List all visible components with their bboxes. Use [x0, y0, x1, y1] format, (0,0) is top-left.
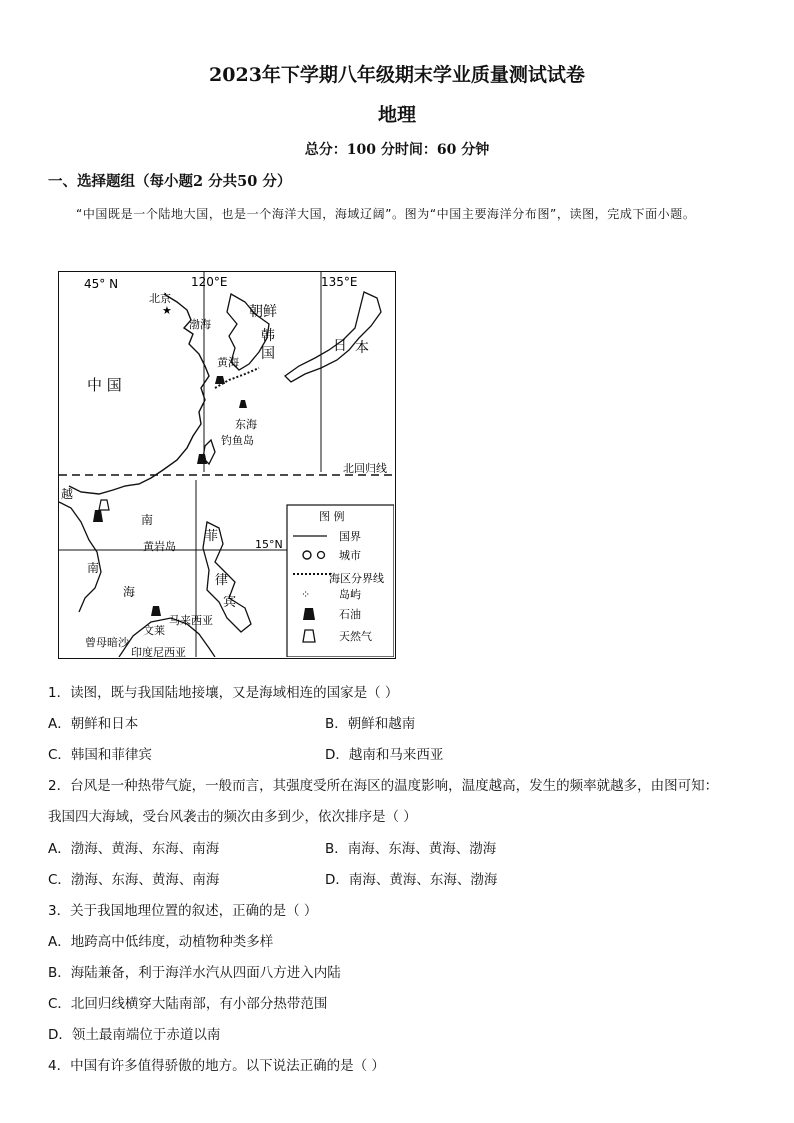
question-3-stem: 3．关于我国地理位置的叙述，正确的是（ ）: [48, 903, 318, 919]
label-nan-vietnam: 南: [87, 561, 100, 575]
label-huanghai: 黄海: [217, 356, 239, 369]
oil-marker: [93, 510, 103, 522]
legend-sea-line: 海区分界线: [329, 572, 384, 585]
legend-oil: 石油: [339, 608, 361, 621]
label-zengmu: 曾母暗沙: [85, 636, 129, 649]
exam-title: 2023年下学期八年级期末学业质量测试试卷: [209, 64, 585, 86]
oil-marker: [215, 376, 225, 384]
label-guo: 国: [261, 346, 275, 362]
label-donghai: 东海: [235, 418, 257, 431]
q1-option-a[interactable]: A．朝鲜和日本: [48, 716, 139, 732]
legend-title: 图 例: [319, 510, 345, 523]
gas-marker: [99, 500, 109, 510]
legend-city: 城市: [339, 549, 361, 562]
label-china: 中 国: [87, 376, 122, 394]
china-sea-map: [58, 271, 396, 659]
label-bohai: 渤海: [189, 318, 211, 331]
oil-marker: [151, 606, 161, 616]
question-2-stem-cont: 我国四大海域，受台风袭击的频次由多到少，依次排序是（ ）: [48, 809, 417, 825]
china-coastline: [69, 294, 209, 494]
japan-outline: [285, 292, 381, 382]
label-fei: 菲: [205, 529, 219, 544]
label-lon120: 120°E: [191, 275, 228, 289]
label-brunei: 文莱: [143, 624, 165, 637]
section-intro: “中国既是一个陆地大国，也是一个海洋大国，海域辽阔”。图为“中国主要海洋分布图”，读图，完成下面小题。: [76, 207, 696, 221]
label-ben: 本: [355, 340, 369, 356]
subject-title: 地理: [377, 104, 416, 126]
island-icon: ⁘: [301, 588, 311, 601]
label-han: 韩: [261, 328, 275, 344]
q2-option-a[interactable]: A．渤海、黄海、东海、南海: [48, 841, 220, 857]
label-tropic: 北回归线: [343, 462, 387, 475]
q3-option-b[interactable]: B．海陆兼备，利于海洋水汽从四面八方进入内陆: [48, 965, 341, 981]
label-lon135: 135°E: [321, 275, 358, 289]
q1-option-d[interactable]: D．越南和马来西亚: [325, 747, 444, 763]
label-bin: 宾: [223, 595, 237, 610]
label-lat15: 15°N: [255, 538, 283, 551]
q2-option-d[interactable]: D．南海、黄海、东海、渤海: [325, 872, 498, 888]
legend-gas: 天然气: [339, 630, 372, 643]
question-2-stem: 2．台风是一种热带气旋，一般而言，其强度受所在海区的温度影响，温度越高，发生的频率就越多，由图可知：: [48, 778, 719, 794]
q3-option-a[interactable]: A．地跨高中低纬度，动植物种类多样: [48, 934, 274, 950]
legend-border: 国界: [339, 530, 361, 543]
label-yue: 越: [61, 487, 74, 501]
label-hai: 海: [123, 585, 136, 599]
legend-island: 岛屿: [339, 588, 361, 601]
question-1-stem: 1．读图，既与我国陆地接壤，又是海域相连的国家是（ ）: [48, 685, 399, 701]
label-beijing: 北京: [149, 292, 171, 305]
map-svg: [59, 272, 394, 657]
oil-icon: [303, 608, 315, 620]
label-diaoyudao: 钓鱼岛: [221, 434, 254, 447]
q1-option-c[interactable]: C．韩国和菲律宾: [48, 747, 152, 763]
q1-option-b[interactable]: B．朝鲜和越南: [325, 716, 416, 732]
label-malaysia: 马来西亚: [169, 614, 213, 627]
label-chaoxian: 朝鲜: [249, 304, 277, 320]
q3-option-c[interactable]: C．北回归线横穿大陆南部，有小部分热带范围: [48, 996, 328, 1012]
label-indonesia: 印度尼西亚: [131, 646, 186, 657]
label-lv: 律: [215, 573, 229, 588]
star-icon: ★: [162, 304, 172, 317]
q2-option-b[interactable]: B．南海、东海、黄海、渤海: [325, 841, 497, 857]
q3-option-d[interactable]: D．领土最南端位于赤道以南: [48, 1027, 221, 1043]
question-4-stem: 4．中国有许多值得骄傲的地方。以下说法正确的是（ ）: [48, 1058, 385, 1074]
exam-meta: 总分：100 分时间：60 分钟: [304, 142, 490, 158]
oil-marker: [239, 400, 247, 408]
q2-option-c[interactable]: C．渤海、东海、黄海、南海: [48, 872, 220, 888]
section-heading: 一、选择题组（每小题2 分共50 分）: [48, 173, 292, 190]
label-huangyandao: 黄岩岛: [143, 540, 176, 553]
label-nan: 南: [141, 513, 154, 527]
oil-marker: [197, 454, 207, 464]
label-lat45: 45° N: [84, 277, 119, 291]
label-ri: 日: [333, 338, 347, 354]
